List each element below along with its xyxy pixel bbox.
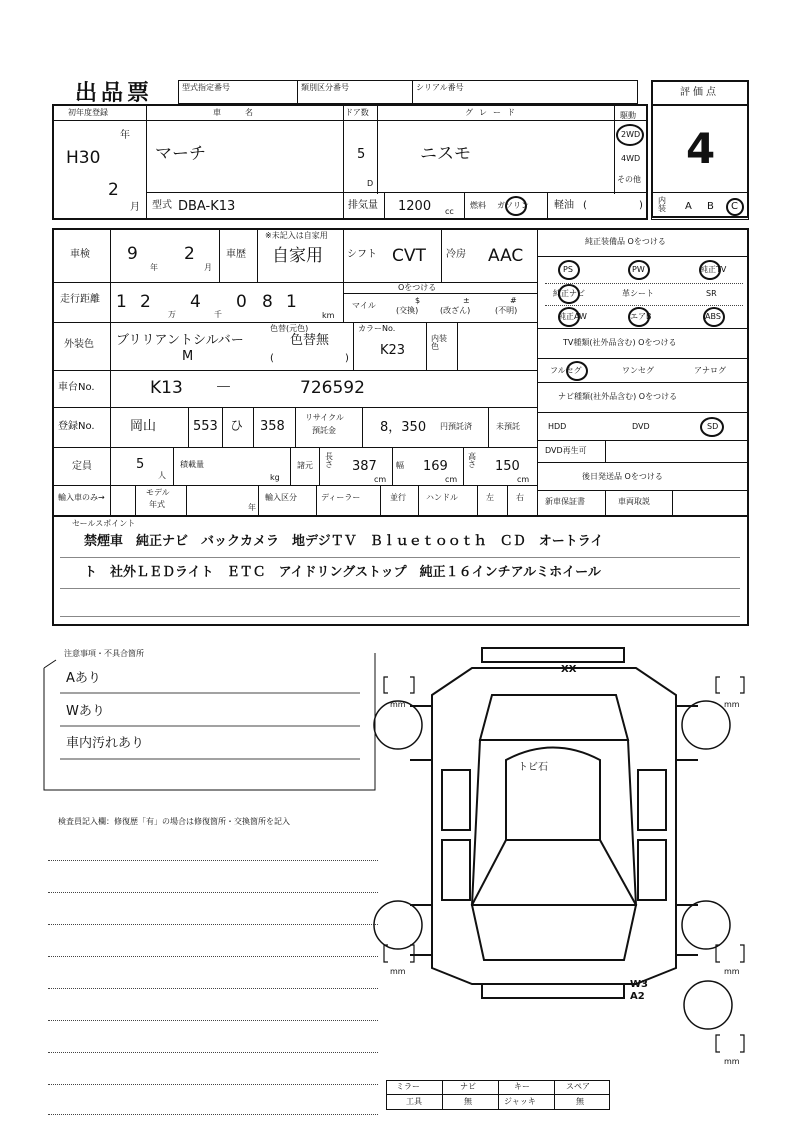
nav-hdd: HDD [548, 422, 567, 431]
fuel-label: 燃料 [470, 201, 486, 210]
tv-fullseg: フルセグ [550, 366, 582, 375]
serial-no-label: シリアル番号 [416, 83, 464, 92]
year-unit: 年 [120, 130, 130, 141]
mm-label: mm [724, 967, 740, 976]
model-year-label-2: 年式 [149, 500, 165, 509]
interior-b: B [707, 201, 714, 212]
grade-label: グレード [465, 108, 521, 117]
length-value: 387 [352, 459, 377, 474]
fuel-gasoline: ガソリン [497, 201, 529, 210]
mileage-digit: 1 [116, 292, 127, 312]
first-reg-month: 2 [108, 180, 119, 200]
option-abs: ABS [705, 312, 721, 321]
length-unit: cm [374, 475, 387, 484]
inspection-label: 車検 [70, 249, 90, 260]
color-name: ブリリアントシルバー [116, 333, 244, 348]
color-no-label: カラーNo. [358, 324, 396, 333]
altered-label: (改ざん) [440, 306, 471, 315]
mileage-km-unit: km [322, 311, 335, 320]
color-change-value: 色替無 [290, 333, 330, 348]
sales-line-2: ト 社外ＬＥＤライト ＥＴＣ アイドリングストップ 純正１６インチアルミホイール [84, 565, 601, 580]
model-label: 型式 [152, 200, 172, 211]
chassis-dash: － [215, 378, 232, 398]
unknown-label: (不明) [495, 306, 518, 315]
shift-label: シフト [347, 249, 377, 260]
history-note: ※未記入は自家用 [265, 231, 328, 240]
mile-label: マイル [352, 301, 376, 310]
capacity-unit: 人 [158, 471, 166, 480]
interior-label: 内装 [658, 196, 666, 213]
fuel-paren-open: ( [583, 200, 587, 211]
reg-kana: ひ [230, 419, 244, 434]
ac-label: 冷房 [446, 249, 466, 260]
inspection-month: 2 [184, 244, 195, 264]
displacement-label: 排気量 [348, 200, 378, 211]
history-label: 車歴 [226, 249, 246, 260]
load-unit: kg [270, 473, 280, 482]
recycle-label: リサイクル [305, 413, 344, 422]
recycle-label-2: 預託金 [312, 426, 336, 435]
unknown-mark: # [510, 296, 517, 305]
car-name-label: 車 名 [213, 108, 261, 117]
recycle-deposited: 円預託済 [440, 422, 472, 431]
exchange-mark: $ [415, 296, 421, 305]
first-reg-label: 初年度登録 [68, 108, 108, 117]
width-unit: cm [445, 475, 458, 484]
mileage-man-unit: 万 [168, 310, 176, 319]
left-option: 左 [486, 493, 494, 502]
history-value: 自家用 [272, 246, 323, 266]
color-change-label: 色替(元色) [270, 324, 309, 333]
mileage-digit: 2 [140, 292, 151, 312]
option-ps: PS [563, 265, 573, 274]
mile-header: Oをつける [398, 283, 437, 292]
mm-label: mm [390, 967, 406, 976]
footer-jack-value: 無 [576, 1097, 584, 1106]
mileage-label: 走行距離 [60, 294, 100, 305]
note-item: Wあり [66, 704, 105, 719]
color-paren-open: ( [270, 353, 274, 364]
reg-number: 358 [260, 419, 285, 434]
mileage-digit: 8 [262, 292, 273, 312]
drive-other: その他 [617, 175, 641, 184]
model-value: DBA-K13 [178, 199, 236, 214]
damage-mark-a2: A2 [630, 991, 645, 1002]
damage-mark-chip: トビ石 [518, 762, 548, 773]
dvd-play: DVD再生可 [545, 446, 587, 455]
category-no-label: 類別区分番号 [301, 83, 349, 92]
damage-mark-xx: XX [561, 664, 577, 675]
type-approval-label: 型式指定番号 [182, 83, 230, 92]
reg-label: 登録No. [58, 421, 95, 432]
first-reg-year: H30 [66, 148, 101, 168]
height-value: 150 [495, 459, 520, 474]
nav-title: ナビ種類(社外品含む) Oをつける [558, 392, 678, 401]
footer-jack-label: ジャッキ [504, 1097, 536, 1106]
options-title: 純正装備品 Oをつける [585, 237, 666, 246]
note-item: Aあり [66, 671, 101, 686]
sales-line-1: 禁煙車 純正ナビ バックカメラ 地デジＴＶ Ｂｌｕｅｔｏｏｔｈ ＣＤ オートライ [84, 534, 604, 549]
footer-tools-value: 無 [464, 1097, 472, 1106]
fuel-light-oil: 軽油 [554, 200, 574, 211]
handle-label: ハンドル [426, 493, 458, 502]
color-no-value: K23 [380, 343, 406, 358]
mm-label: mm [390, 700, 406, 709]
option-airbag: エアB [630, 312, 652, 321]
mileage-digit: 1 [286, 292, 297, 312]
footer-label-mirror: ミラー [396, 1082, 420, 1091]
altered-mark: ± [463, 296, 470, 305]
score-value: 4 [686, 124, 716, 173]
exchange-label: (交換) [396, 306, 419, 315]
option-tv: 純正TV [700, 265, 727, 274]
parallel-option: 並行 [390, 493, 406, 502]
dims-label: 諸元 [297, 461, 313, 470]
doors-suffix: D [367, 179, 374, 188]
displacement-value: 1200 [398, 199, 432, 214]
right-option: 右 [516, 493, 524, 502]
inspector-label: 検査員記入欄：修復歴「有」の場合は修復箇所・交換箇所を記入 [58, 817, 290, 826]
nav-sd: SD [707, 422, 719, 431]
interior-c: C [731, 201, 738, 212]
option-navi: 純正ナビ [553, 289, 585, 298]
displacement-unit: cc [445, 207, 454, 216]
shift-value: CVT [392, 246, 426, 266]
drive-4wd: 4WD [621, 154, 641, 163]
inspection-year: 9 [127, 244, 138, 264]
model-year-label: モデル [146, 488, 170, 497]
recycle-amount: 8，350 [380, 420, 427, 435]
drive-2wd: 2WD [621, 130, 641, 139]
score-label: 評価点 [680, 87, 719, 98]
footer-label-navi: ナビ [460, 1082, 476, 1091]
option-pw: PW [632, 265, 645, 274]
ac-value: AAC [488, 246, 524, 266]
chassis-prefix: K13 [150, 378, 183, 398]
reg-place: 岡山 [130, 419, 157, 434]
import-class-label: 輸入区分 [265, 493, 297, 502]
reg-class: 553 [193, 419, 218, 434]
option-sr: SR [706, 289, 717, 298]
height-label: 高さ [468, 452, 476, 469]
grade-value: ニスモ [420, 144, 471, 164]
doors-label: ドア数 [345, 108, 369, 117]
color-paren-close: ) [345, 353, 349, 364]
option-leather: 革シート [622, 289, 654, 298]
recycle-not: 未預託 [496, 422, 520, 431]
note-item: 車内汚れあり [66, 736, 145, 751]
month-unit: 月 [130, 202, 140, 213]
capacity-label: 定員 [72, 461, 92, 472]
tv-oneseg: ワンセグ [622, 366, 654, 375]
doors-value: 5 [357, 147, 366, 162]
footer-tools-label: 工具 [406, 1097, 422, 1106]
later-title: 後日発送品 Oをつける [582, 472, 663, 481]
footer-label-key: キー [514, 1082, 530, 1091]
later-manual: 車両取説 [618, 497, 650, 506]
nav-dvd: DVD [632, 422, 650, 431]
tv-title: TV種類(社外品含む) Oをつける [563, 338, 677, 347]
capacity-value: 5 [136, 457, 145, 472]
inspection-year-unit: 年 [150, 263, 158, 272]
footer-label-spare: スペア [566, 1082, 590, 1091]
color-name-2: M [182, 349, 194, 364]
fuel-paren-close: ) [639, 200, 643, 211]
load-label: 積載量 [180, 460, 204, 469]
mileage-digit: 0 [236, 292, 247, 312]
interior-a: A [685, 201, 692, 212]
color-label: 外装色 [64, 339, 94, 350]
chassis-number: 726592 [300, 378, 365, 398]
mm-label: mm [724, 1057, 740, 1066]
model-year-unit: 年 [248, 503, 256, 512]
tv-analog: アナログ [694, 366, 726, 375]
sales-label: セールスポイント [72, 519, 136, 528]
chassis-label: 車台No. [58, 382, 95, 393]
damage-mark-w3: W3 [630, 979, 648, 990]
car-name: マーチ [155, 144, 206, 164]
mileage-sen-unit: 千 [214, 310, 222, 319]
mileage-digit: 4 [190, 292, 201, 312]
width-value: 169 [423, 459, 448, 474]
import-label: 輸入車のみ→ [58, 493, 105, 502]
dealer-option: ディーラー [321, 493, 361, 502]
notes-label: 注意事項・不具合箇所 [64, 649, 144, 658]
interior-color-label: 内装色 [431, 334, 447, 351]
height-unit: cm [517, 475, 530, 484]
length-label: 長さ [325, 452, 333, 469]
drive-label: 駆動 [620, 111, 636, 120]
mm-label: mm [724, 700, 740, 709]
inspection-month-unit: 月 [204, 263, 212, 272]
option-aw: 純正AW [558, 312, 587, 321]
page-title: 出品票 [75, 81, 154, 106]
width-label: 幅 [396, 461, 404, 470]
later-warranty: 新車保証書 [545, 497, 585, 506]
